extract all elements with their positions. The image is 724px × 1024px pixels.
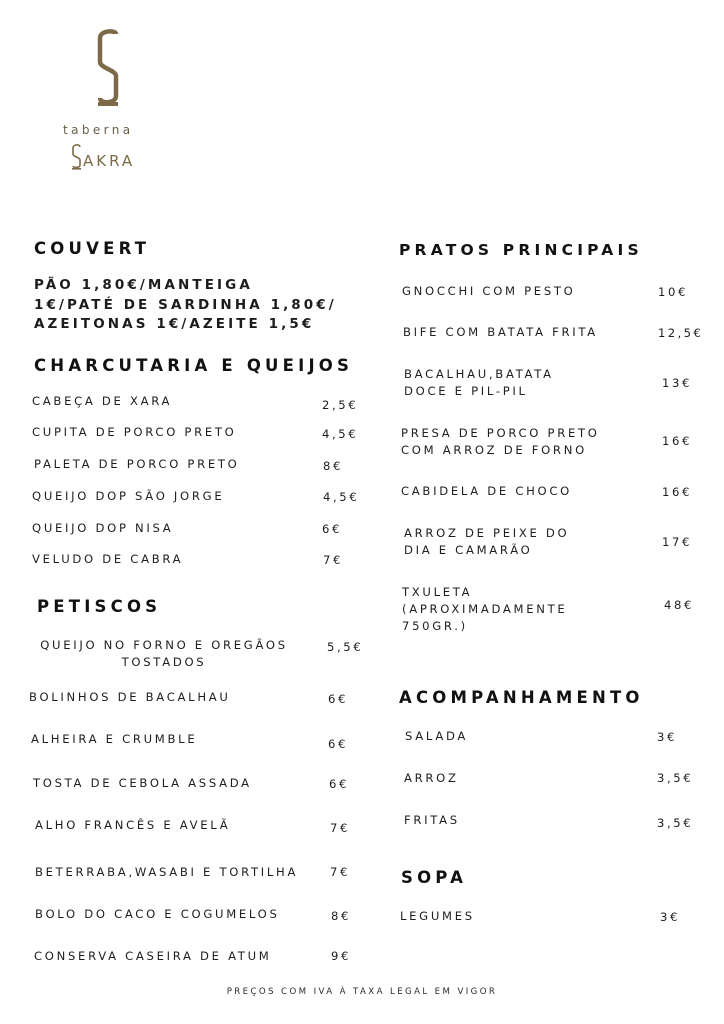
logo-brand	[72, 144, 135, 170]
menu-item-name-line: COM ARROZ DE FORNO	[401, 443, 587, 457]
menu-item-name: TOSTA DE CEBOLA ASSADA	[33, 776, 252, 790]
menu-item-price: 3€	[660, 910, 680, 924]
menu-item-name-line: PRESA DE PORCO PRETO	[401, 426, 600, 440]
pratos-heading: PRATOS PRINCIPAIS	[399, 241, 643, 259]
menu-item-name	[402, 584, 567, 635]
menu-item-price: 10€	[658, 285, 688, 299]
menu-item-name-line: QUEIJO NO FORNO E OREGÃOS	[40, 638, 288, 652]
menu-item-price: 8€	[323, 459, 343, 473]
menu-item-price: 9€	[331, 949, 351, 963]
menu-item-name: BOLO DO CACO E COGUMELOS	[35, 907, 280, 921]
menu-item-name-line: ARROZ DE PEIXE DO	[404, 526, 570, 540]
menu-item-price: 16€	[662, 434, 692, 448]
menu-item-price: 16€	[662, 485, 692, 499]
menu-item-name-line: (APROXIMADAMENTE	[402, 602, 568, 616]
menu-item-name: PALETA DE PORCO PRETO	[34, 457, 240, 471]
couvert-heading: COUVERT	[34, 239, 151, 258]
small-s-logo-icon	[72, 144, 81, 170]
menu-item-name: FRITAS	[404, 813, 460, 827]
menu-item-name: BOLINHOS DE BACALHAU	[29, 690, 231, 704]
menu-item-name: CONSERVA CASEIRA DE ATUM	[34, 949, 272, 963]
menu-item-price: 4,5€	[322, 427, 359, 441]
logo-subtitle: taberna	[63, 123, 134, 137]
menu-item-name: LEGUMES	[400, 909, 475, 923]
menu-item-price: 5,5€	[327, 640, 364, 654]
menu-item-price: 4,5€	[323, 490, 360, 504]
menu-item-price: 6€	[328, 692, 348, 706]
couvert-description	[34, 276, 337, 335]
menu-item-name-line: BACALHAU,BATATA	[404, 367, 554, 381]
menu-item-price: 3€	[657, 730, 677, 744]
menu-item-name	[404, 366, 554, 400]
menu-item-name: VELUDO DE CABRA	[32, 552, 184, 566]
menu-item-name: CABEÇA DE XARA	[32, 394, 173, 408]
menu-item-name	[404, 525, 569, 559]
menu-item-price: 48€	[664, 598, 694, 612]
couvert-line: 1€/PATÉ DE SARDINHA 1,80€/	[34, 296, 337, 313]
menu-item-price: 12,5€	[658, 326, 704, 340]
menu-item-name: ALHO FRANCÊS E AVELÃ	[35, 818, 231, 832]
menu-item-name	[28, 637, 300, 671]
menu-item-price: 3,5€	[657, 771, 694, 785]
logo	[60, 26, 160, 176]
charcutaria-heading: CHARCUTARIA E QUEIJOS	[34, 356, 354, 375]
menu-item-name: BETERRABA,WASABI E TORTILHA	[35, 865, 299, 879]
menu-item-name: SALADA	[405, 729, 469, 743]
menu-item-price: 7€	[330, 821, 350, 835]
couvert-line: AZEITONAS 1€/AZEITE 1,5€	[34, 316, 315, 332]
footer-note: PREÇOS COM IVA À TAXA LEGAL EM VIGOR	[226, 987, 498, 997]
menu-item-name: CABIDELA DE CHOCO	[401, 484, 572, 498]
menu-item-name-line: TXULETA	[402, 585, 473, 599]
menu-item-name: ALHEIRA E CRUMBLE	[31, 732, 198, 746]
menu-item-price: 6€	[329, 777, 349, 791]
menu-item-price: 17€	[662, 535, 692, 549]
menu-item-name-line: 750GR.)	[402, 619, 468, 633]
menu-item-name: ARROZ	[404, 771, 459, 785]
menu-item-name-line: DOCE E PIL-PIL	[404, 384, 528, 398]
menu-item-name: GNOCCHI COM PESTO	[402, 284, 576, 298]
menu-item-name: BIFE COM BATATA FRITA	[403, 325, 598, 339]
menu-item-name: CUPITA DE PORCO PRETO	[32, 425, 237, 439]
menu-item-name-line: TOSTADOS	[121, 655, 207, 669]
menu-item-price: 7€	[323, 553, 343, 567]
sopa-heading: SOPA	[401, 868, 468, 887]
logo-brand-text: AKRA	[83, 152, 136, 170]
menu-item-price: 8€	[331, 909, 351, 923]
menu-item-name	[401, 425, 600, 459]
menu-item-price: 6€	[328, 737, 348, 751]
letter-s-logo-icon	[96, 28, 120, 108]
menu-item-price: 2,5€	[322, 398, 359, 412]
petiscos-heading: PETISCOS	[37, 597, 162, 616]
menu-item-name: QUEIJO DOP SÃO JORGE	[32, 489, 225, 503]
couvert-line: PÃO 1,80€/MANTEIGA	[34, 277, 253, 293]
menu-item-price: 6€	[322, 522, 342, 536]
menu-item-price: 3,5€	[657, 816, 694, 830]
acompanhamento-heading: ACOMPANHAMENTO	[399, 688, 644, 707]
menu-item-name: QUEIJO DOP NISA	[32, 521, 174, 535]
menu-item-name-line: DIA E CAMARÃO	[404, 543, 533, 557]
menu-item-price: 7€	[330, 865, 350, 879]
menu-item-price: 13€	[662, 376, 692, 390]
